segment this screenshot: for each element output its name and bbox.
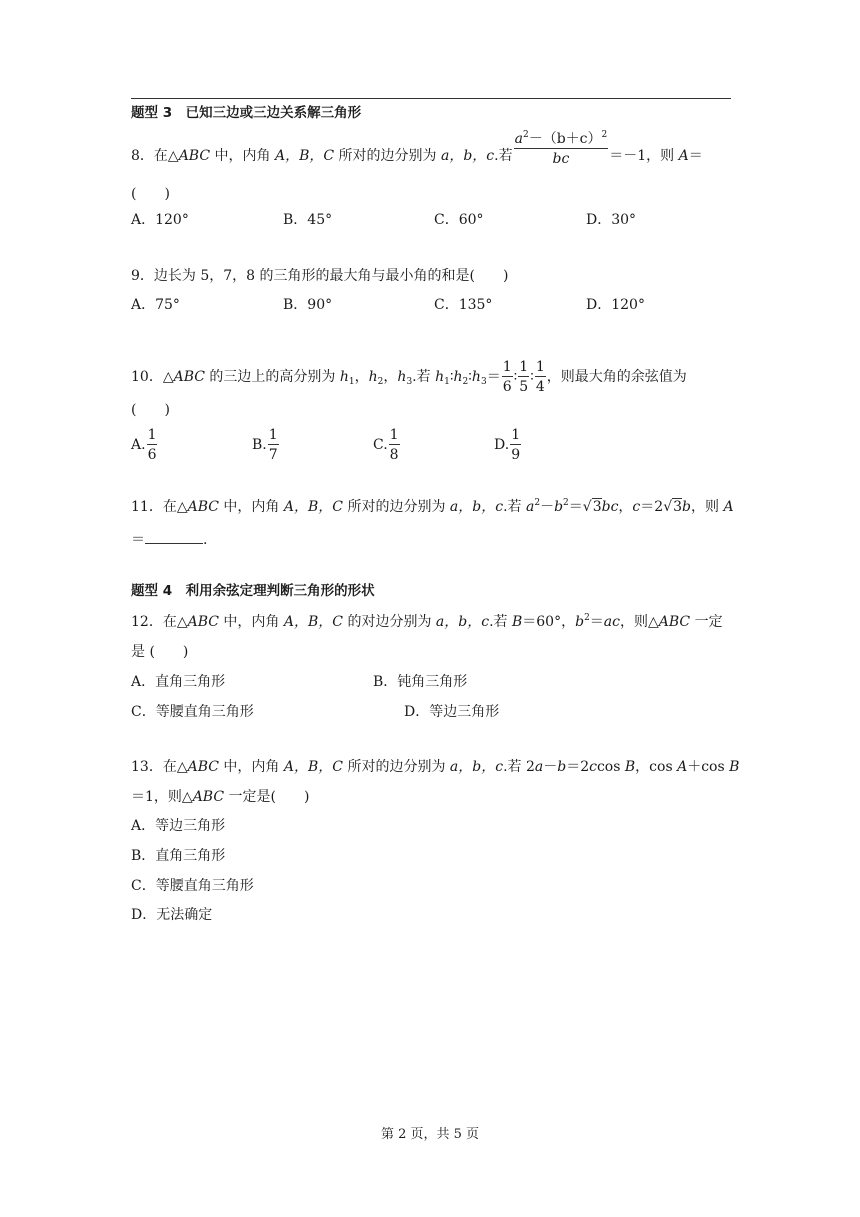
q10-fraction-2: $\frac{1}{5}$ bbox=[519, 359, 529, 395]
question-13-stem: 13．在△ABC 中，内角 A，B，C 所对的边分别为 a，b，c.若 2a－b＝2ccos B，cos A＋cos B bbox=[131, 759, 740, 775]
q12-option-d[interactable]: D．等边三角形 bbox=[404, 704, 500, 720]
q8-fraction: $\frac{a^2-(b+c)^2}{bc}$ bbox=[514, 130, 608, 167]
question-8-paren: ( ) bbox=[131, 186, 170, 202]
question-8-stem: 8．在△ABC 中，内角 A，B，C 所对的边分别为 a，b，c.若 $\frac{a^2-(b+c)^2}{bc}$ ＝－1，则 A＝ bbox=[131, 130, 703, 167]
question-13-line2: ＝1，则△ABC 一定是( ) bbox=[131, 789, 310, 805]
question-9-stem: 9．边长为 5，7，8 的三角形的最大角与最小角的和是( ) bbox=[131, 268, 509, 284]
q10-option-b[interactable]: B. $\frac{1}{7}$ bbox=[252, 427, 278, 463]
q8-option-a[interactable]: A．120° bbox=[131, 212, 189, 228]
header-rule bbox=[131, 98, 731, 99]
q10-fraction-1: $\frac{1}{6}$ bbox=[502, 359, 512, 395]
question-10-stem: 10．△ABC 的三边上的高分别为 $h_1$，$h_2$，$h_3$.若 $h_1∶h_2∶h_3=$ $\frac{1}{6}$ ∶ $\frac{1}{5}$ ∶ $\frac{1}{4}$ ，则最大角的余弦值为 bbox=[131, 359, 687, 395]
q12-option-a[interactable]: A．直角三角形 bbox=[131, 674, 226, 690]
q13-option-a[interactable]: A．等边三角形 bbox=[131, 818, 226, 834]
q10-option-d[interactable]: D. $\frac{1}{9}$ bbox=[494, 427, 521, 463]
q13-option-c[interactable]: C．等腰直角三角形 bbox=[131, 878, 254, 894]
q9-option-d[interactable]: D．120° bbox=[586, 297, 645, 313]
q8-option-c[interactable]: C．60° bbox=[434, 212, 484, 228]
q8-option-d[interactable]: D．30° bbox=[586, 212, 637, 228]
q12-option-c[interactable]: C．等腰直角三角形 bbox=[131, 704, 254, 720]
question-10-paren: ( ) bbox=[131, 402, 170, 418]
question-12-stem: 12．在△ABC 中，内角 A，B，C 的对边分别为 a，b，c.若 B＝60°，$b^2=ac$，则△ABC 一定 bbox=[131, 613, 723, 630]
question-12-line2: 是 ( ) bbox=[131, 644, 189, 660]
question-11-answer-line: ＝ . bbox=[131, 532, 208, 548]
q9-option-c[interactable]: C．135° bbox=[434, 297, 493, 313]
answer-blank[interactable] bbox=[145, 531, 203, 544]
q13-option-d[interactable]: D．无法确定 bbox=[131, 907, 213, 923]
q10-fraction-3: $\frac{1}{4}$ bbox=[535, 359, 545, 395]
q13-option-b[interactable]: B．直角三角形 bbox=[131, 848, 226, 864]
q10-option-a[interactable]: A. $\frac{1}{6}$ bbox=[131, 427, 157, 463]
q10-option-c[interactable]: C. $\frac{1}{8}$ bbox=[373, 427, 399, 463]
q9-option-a[interactable]: A．75° bbox=[131, 297, 180, 313]
section-4-title: 题型 4 利用余弦定理判断三角形的形状 bbox=[131, 583, 375, 599]
q12-option-b[interactable]: B．钝角三角形 bbox=[373, 674, 468, 690]
page-footer: 第 2 页，共 5 页 bbox=[380, 1127, 480, 1142]
q8-option-b[interactable]: B．45° bbox=[283, 212, 333, 228]
section-3-title: 题型 3 已知三边或三边关系解三角形 bbox=[131, 105, 362, 121]
question-11-stem: 11．在△ABC 中，内角 A，B，C 所对的边分别为 a，b，c.若 $a^2-b^2=√3bc$，c＝2√3b，则 A bbox=[131, 498, 734, 515]
q9-option-b[interactable]: B．90° bbox=[283, 297, 333, 313]
